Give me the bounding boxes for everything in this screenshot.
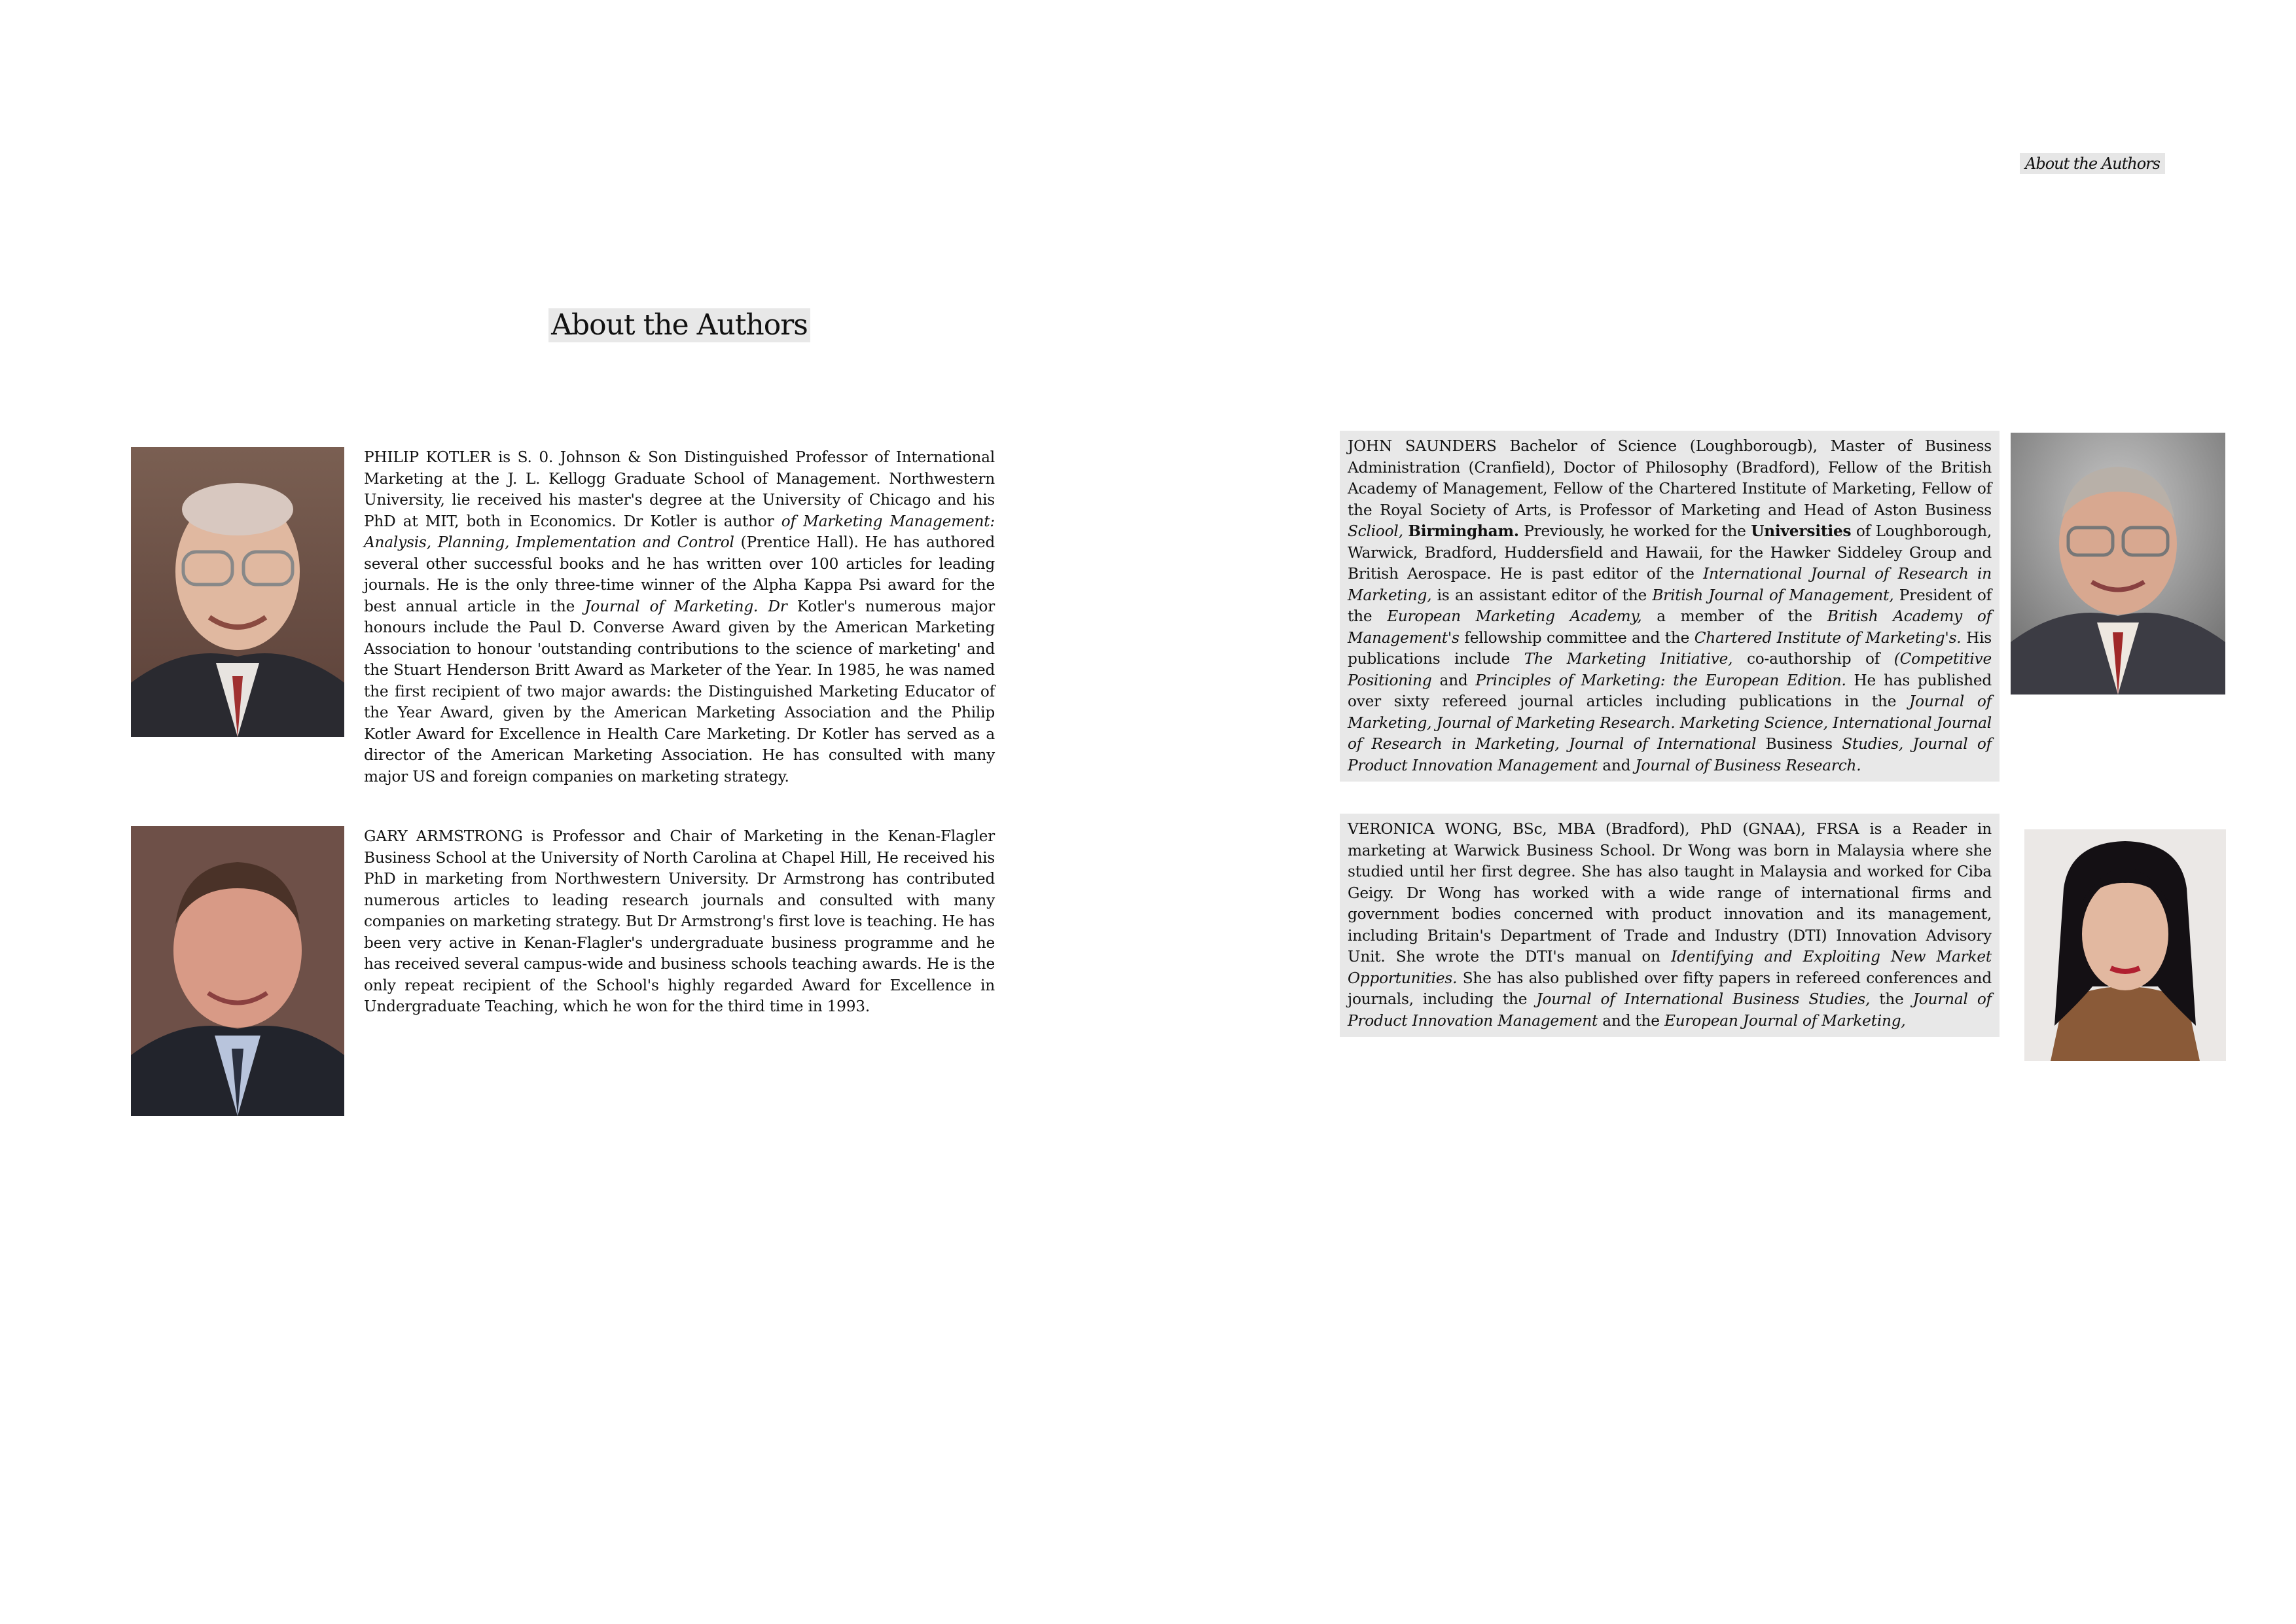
bio-run: Business (1756, 735, 1842, 753)
bio-run: is S. 0. Johnson & Son Distinguished Professor of International Marketing at the J. L. Kellogg Graduate School of Management. Northwestern University, lie received his master's degree at the University of Chicago and his PhD at MIT, both in Economics. Dr Kotler is author (364, 448, 995, 530)
bio-run: British Academy of Management's (1348, 607, 1992, 647)
bio-run: Previously, he worked for the (1518, 522, 1751, 540)
portrait-veronica-wong-icon (2024, 829, 2226, 1061)
bio-run: Kotler's numerous major honours include the Paul D. Converse Award given by the American Marketing Association to honour 'outstanding contributions to the science of marketing' and the Stuart Henderson Britt Award as Marketer of the Year. In 1985, he was named the first recipient of two major awards: the Distinguished Marketing Educator of the Year Award, given by the American Marketing Association and the Philip Kotler Award for Excellence in Health Care Marketing. Dr Kotler has served as a director of the American Marketing Association. He has consulted with many major US and foreign companies on marketing strategy. (364, 597, 995, 785)
portrait-philip-kotler-icon (131, 447, 344, 737)
page-title: About the Authors (548, 308, 810, 342)
bio-run: Birmingham. (1408, 522, 1519, 540)
bio-run: Chartered Institute of Marketing's. (1694, 628, 1962, 647)
bio-run: and the (1598, 1011, 1664, 1030)
running-head: About the Authors (2020, 153, 2165, 174)
bio-run: He has published over sixty refereed journal articles including publications in the (1348, 671, 1992, 710)
bio-run: European Journal of Marketing, (1664, 1011, 1906, 1030)
bio-run: Journal of Marketing. Dr (584, 597, 787, 615)
author-bio-text (364, 827, 995, 1015)
bio-run: She has also published over fifty papers in refereed conferences and journals, including the (1348, 969, 1992, 1008)
author-bio-text (1348, 437, 1992, 774)
bio-run: President of the (1348, 586, 1992, 625)
author-name: JOHN SAUNDERS (1348, 437, 1497, 455)
bio-run: Principles of Marketing: the European Edition. (1475, 671, 1846, 689)
bio-run: His publications include (1348, 628, 1992, 668)
bio-run: fellowship committee and the (1459, 628, 1695, 647)
author-bio-text (1348, 820, 1992, 1030)
bio-run: BSc, MBA (Bradford), PhD (GNAA), FRSA is a Reader in marketing at Warwick Business School. Dr Wong was born in Malaysia where she studied until her first degree. She has also taught in Malaysia and worked for Ciba Geigy. Dr Wong has worked with a wide range of international firms and government bodies concerned with product innovation and its management, including Britain's Department of Trade and Industry (DTI) Innovation Advisory Unit. She wrote the DTI's manual on (1348, 820, 1992, 965)
bio-run: Identifying and Exploiting New Market Opportunities. (1348, 948, 1992, 987)
bio-run: co-authorship of (1732, 650, 1894, 668)
bio-run: of Marketing Management: Analysis, Planning, Implementation and Control (364, 512, 995, 551)
portrait-gary-armstrong-icon (131, 826, 344, 1116)
bio-run: is an assistant editor of the (1431, 586, 1653, 604)
portrait-john-saunders-icon (2011, 433, 2225, 695)
bio-run: (Competitive Positioning (1348, 650, 1992, 689)
author-name: VERONICA WONG, (1348, 820, 1502, 838)
bio-run: British Journal of Management, (1652, 586, 1894, 604)
bio-run: International Journal of Research in Marketing, (1348, 565, 1992, 604)
bio-run: Studies, Journal of Product Innovation Management (1348, 735, 1992, 774)
bio-run: Journal of International Business Studies, (1536, 990, 1871, 1008)
bio-run: European Marketing Academy, (1387, 607, 1642, 625)
bio-run: the (1870, 990, 1913, 1008)
author-name: PHILIP KOTLER (364, 448, 492, 466)
bio-run: Bachelor of Science (Loughborougb), Master of Business Administration (Cranfield), Doctor of Philosophy (Bradford), Fellow of the British Academy of Management, Fellow of the Chartered Institute of Marketing, Fellow of the Royal Society of Arts, is Professor of Marketing and Head of Aston Business (1348, 437, 1992, 519)
bio-run: Universities (1751, 522, 1852, 540)
bio-run: Journal of Marketing, Journal of Marketing Research. Marketing Science, International Journal of Research in Marketing, Journal of International (1348, 693, 1992, 753)
author-name: GARY ARMSTRONG (364, 827, 523, 845)
bio-run: and (1598, 756, 1636, 774)
bio-run: Scliool, (1348, 522, 1403, 540)
bio-john-saunders (1340, 431, 2000, 782)
bio-run: (Prentice Hall). He has authored several other successful books and he has written over 100 articles for leading journals. He is the only three-time winner of the Alpha Kappa Psi award for the best annual article in the (364, 533, 995, 615)
bio-run: a member of the (1641, 607, 1827, 625)
bio-philip-kotler (364, 447, 995, 787)
bio-run: of Loughborough, Warwick, Bradford, Huddersfield and Hawaii, for the Hawker Siddeley Group and British Aerospace. He is past editor of the (1348, 522, 1992, 583)
bio-gary-armstrong (364, 826, 995, 1018)
bio-run: Journal of Business Research. (1635, 756, 1861, 774)
bio-run: is Professor and Chair of Marketing in the Kenan-Flagler Business School at the University of North Carolina at Chapel Hill, He received his PhD in marketing from Northwestern University. Dr Armstrong has contributed numerous articles to leading research journals and consulted with many companies on marketing strategy. But Dr Armstrong's first love is teaching. He has been very active in Kenan-Flagler's undergraduate business programme and he has received several campus-wide and business schools teaching awards. He is the only repeat recipient of the School's highly regarded Award for Excellence in Undergraduate Teaching, which he won for the third time in 1993. (364, 827, 995, 1015)
bio-run: and (1431, 671, 1476, 689)
bio-run: The Marketing Initiative, (1524, 650, 1733, 668)
bio-run: Journal of Product Innovation Management (1348, 990, 1992, 1030)
author-bio-text (364, 448, 995, 785)
bio-veronica-wong (1340, 814, 2000, 1037)
